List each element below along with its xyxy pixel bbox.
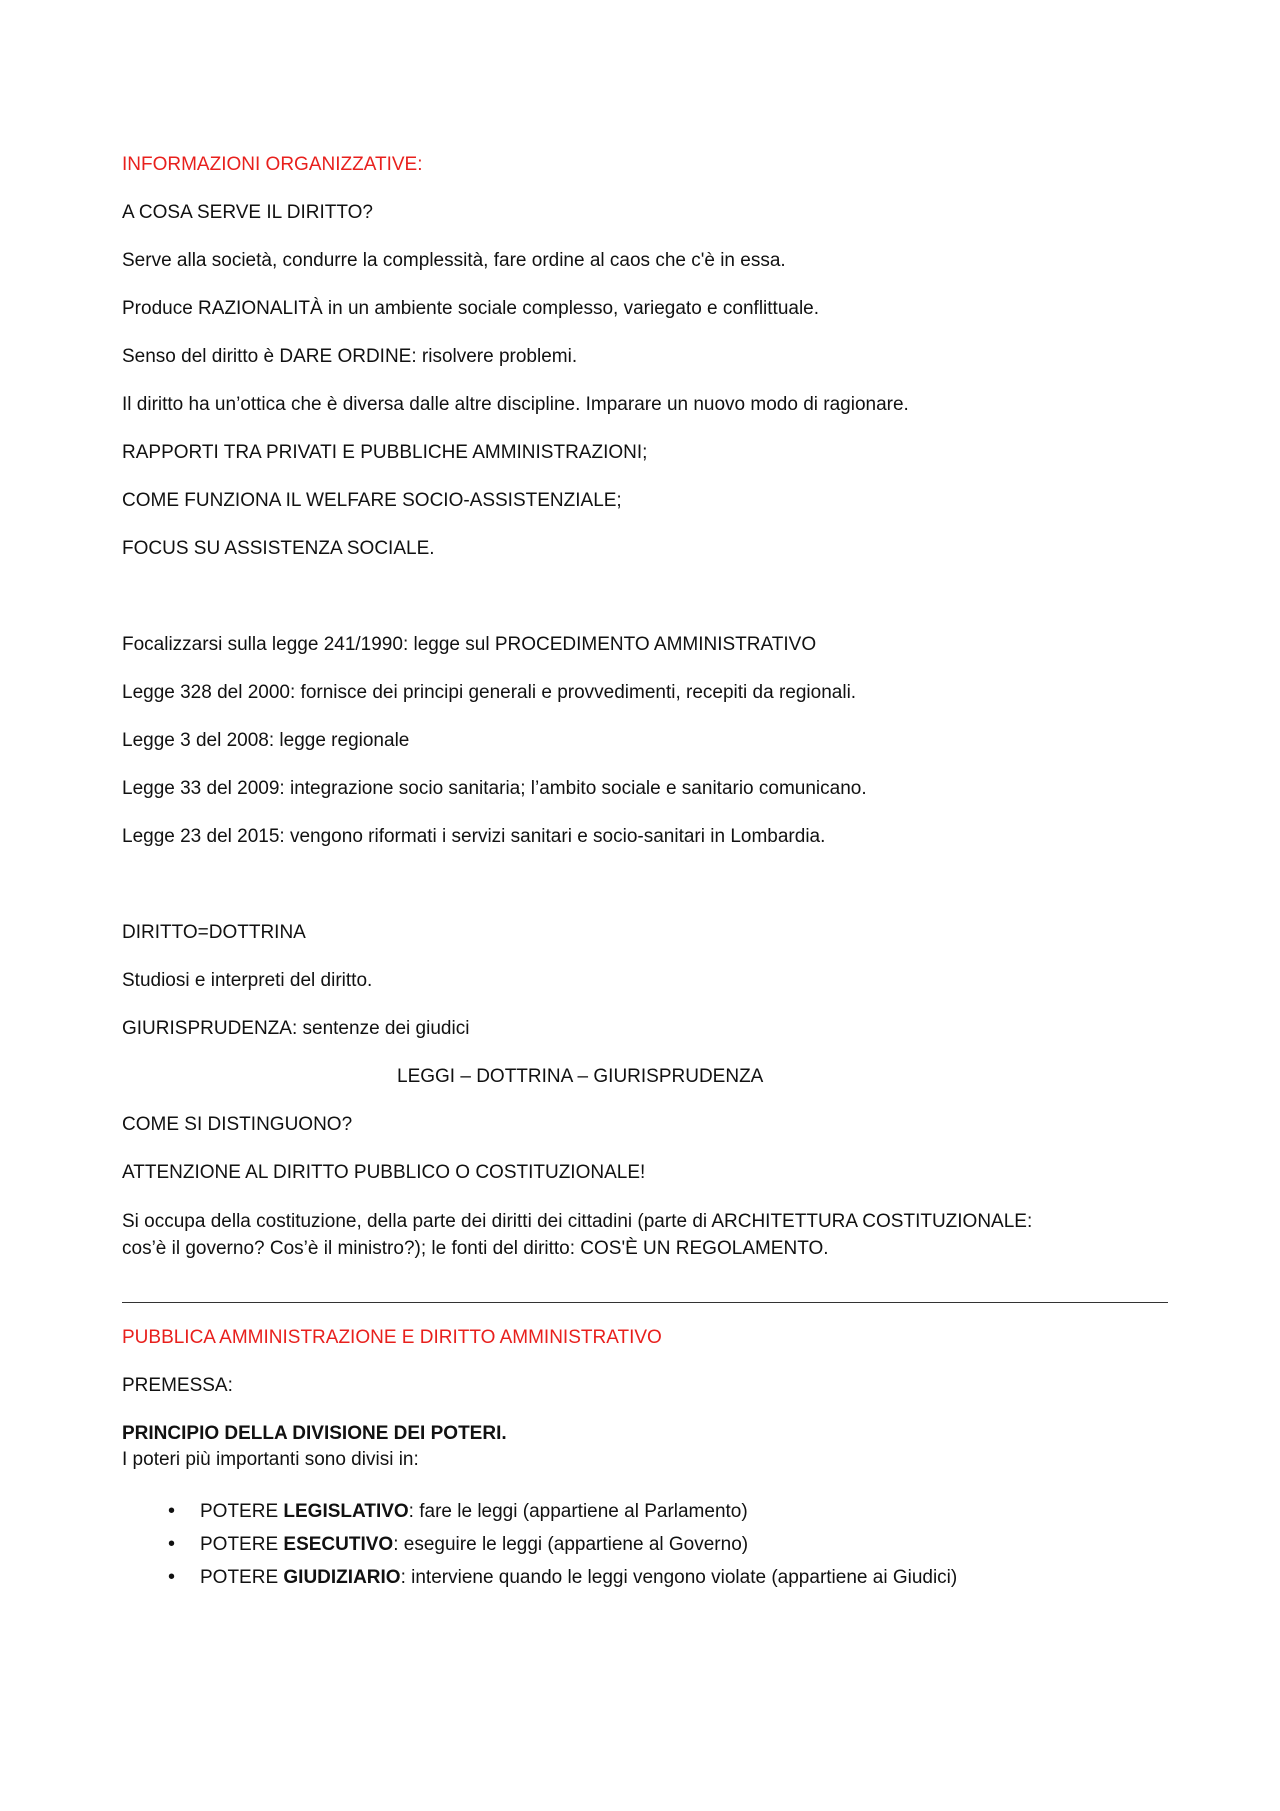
power-name: ESECUTIVO — [283, 1534, 394, 1555]
text-line: Serve alla società, condurre la complessità, fare ordine al caos che c'è in essa. — [122, 250, 786, 271]
text-line: A COSA SERVE IL DIRITTO? — [122, 202, 373, 223]
text-line: RAPPORTI TRA PRIVATI E PUBBLICHE AMMINISTRAZIONI; — [122, 442, 648, 463]
principle-title: PRINCIPIO DELLA DIVISIONE DEI POTERI. — [122, 1423, 507, 1444]
list-item — [168, 1561, 1172, 1594]
principle-intro: I poteri più importanti sono divisi in: — [122, 1449, 419, 1470]
bullet-icon: • — [168, 1533, 176, 1555]
spacer — [122, 584, 1172, 632]
power-name: GIUDIZIARIO — [283, 1567, 401, 1588]
power-prefix: POTERE — [200, 1501, 284, 1522]
list-item — [168, 1495, 1172, 1528]
text-line: Studiosi e interpreti del diritto. — [122, 970, 373, 991]
power-desc: : interviene quando le leggi vengono violate (appartiene ai Giudici) — [400, 1567, 958, 1588]
paragraph-line: Si occupa della costituzione, della parte dei diritti dei cittadini (parte di ARCHITETTURA COSTITUZIONALE: — [122, 1211, 1033, 1232]
text-line: FOCUS SU ASSISTENZA SOCIALE. — [122, 538, 435, 559]
text-line: Il diritto ha un’ottica che è diversa dalle altre discipline. Imparare un nuovo modo di ragionare. — [122, 394, 909, 415]
text-line: PREMESSA: — [122, 1375, 233, 1396]
power-desc: : fare le leggi (appartiene al Parlamento) — [408, 1501, 748, 1522]
bullet-icon: • — [168, 1500, 176, 1522]
power-name: LEGISLATIVO — [283, 1501, 409, 1522]
law-line: Legge 33 del 2009: integrazione socio sanitaria; l’ambito sociale e sanitario comunicano. — [122, 778, 867, 799]
power-desc: : eseguire le leggi (appartiene al Governo) — [393, 1534, 749, 1555]
text-line: COME SI DISTINGUONO? — [122, 1114, 353, 1135]
document-body — [122, 152, 1172, 1594]
bullet-icon: • — [168, 1566, 176, 1588]
spacer — [122, 872, 1172, 920]
text-line: GIURISPRUDENZA: sentenze dei giudici — [122, 1018, 470, 1039]
law-line: Legge 3 del 2008: legge regionale — [122, 730, 410, 751]
law-line: Legge 328 del 2000: fornisce dei principi generali e provvedimenti, recepiti da regionali. — [122, 682, 857, 703]
paragraph-line: cos’è il governo? Cos’è il ministro?); le fonti del diritto: COS'È UN REGOLAMENTO. — [122, 1238, 829, 1259]
powers-list — [122, 1495, 1172, 1594]
section-heading-informazioni: INFORMAZIONI ORGANIZZATIVE: — [122, 154, 423, 175]
text-line: Senso del diritto è DARE ORDINE: risolvere problemi. — [122, 346, 578, 367]
law-line: Legge 23 del 2015: vengono riformati i servizi sanitari e socio-sanitari in Lombardia. — [122, 826, 826, 847]
list-item — [168, 1528, 1172, 1561]
section-heading-pubblica-amministrazione: PUBBLICA AMMINISTRAZIONE E DIRITTO AMMINISTRATIVO — [122, 1327, 662, 1348]
text-line: Produce RAZIONALITÀ in un ambiente sociale complesso, variegato e conflittuale. — [122, 298, 820, 319]
text-line: COME FUNZIONA IL WELFARE SOCIO-ASSISTENZIALE; — [122, 490, 622, 511]
horizontal-rule — [122, 1302, 1168, 1303]
law-line: Focalizzarsi sulla legge 241/1990: legge sul PROCEDIMENTO AMMINISTRATIVO — [122, 634, 817, 655]
text-line: DIRITTO=DOTTRINA — [122, 922, 306, 943]
power-prefix: POTERE — [200, 1567, 284, 1588]
power-prefix: POTERE — [200, 1534, 284, 1555]
text-line: ATTENZIONE AL DIRITTO PUBBLICO O COSTITUZIONALE! — [122, 1162, 646, 1183]
centered-line: LEGGI – DOTTRINA – GIURISPRUDENZA — [397, 1066, 764, 1087]
